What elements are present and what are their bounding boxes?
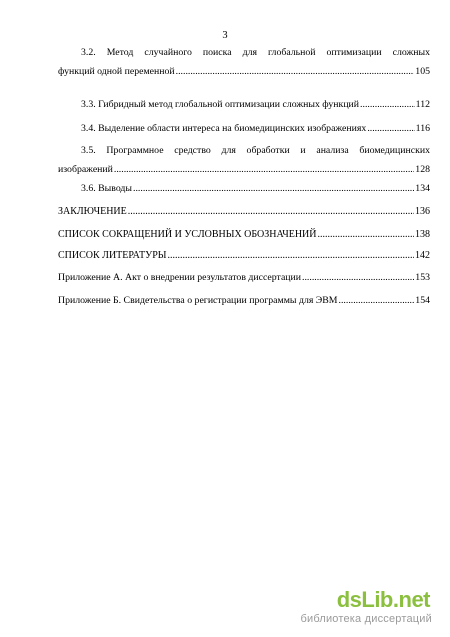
toc-word: глобальной <box>268 47 316 58</box>
toc-word: случайного <box>144 47 192 58</box>
toc-word: поиска <box>202 47 232 58</box>
watermark-brand-tld: net <box>398 587 430 612</box>
toc-leader-dots <box>367 121 414 137</box>
toc-page-number: 105 <box>415 66 430 77</box>
toc-page-number: 153 <box>415 272 430 283</box>
toc-page-number: 112 <box>415 99 430 110</box>
toc-entry-3-4[interactable] <box>58 121 430 137</box>
toc-entry-3-2-line2 <box>58 64 430 80</box>
toc-word: биомедицинских <box>359 145 430 156</box>
watermark-logo <box>337 587 430 613</box>
toc-leader-dots <box>128 204 414 220</box>
toc-entry-3-2[interactable] <box>58 45 430 80</box>
dslib-watermark <box>290 587 440 627</box>
watermark-brand-dot: . <box>392 587 399 612</box>
page-number: 3 <box>222 30 228 41</box>
toc-leader-dots <box>302 270 414 286</box>
toc-entry-3-5-line1 <box>58 143 430 159</box>
toc-leader-dots <box>176 64 415 80</box>
toc-word: 3.5. <box>81 145 96 156</box>
toc-entry-title: 3.3. Гибридный метод глобальной оптимизации сложных функций <box>81 99 360 110</box>
toc-page-number: 138 <box>415 229 430 240</box>
toc-leader-dots <box>133 181 414 197</box>
toc-entry-title: СПИСОК СОКРАЩЕНИЙ И УСЛОВНЫХ ОБОЗНАЧЕНИЙ <box>58 229 317 240</box>
toc-word: 3.2. <box>81 47 96 58</box>
toc-leader-dots <box>339 293 415 309</box>
toc-entry-abbreviations[interactable] <box>58 227 430 243</box>
toc-entry-title: ЗАКЛЮЧЕНИЕ <box>58 206 127 217</box>
toc-entry-title: Приложение Б. Свидетельства о регистрации программы для ЭВМ <box>58 295 338 306</box>
toc-leader-dots <box>360 97 415 113</box>
toc-word: анализа <box>316 145 349 156</box>
toc-entry-title: Приложение А. Акт о внедрении результатов диссертации <box>58 272 302 283</box>
toc-word: Метод <box>106 47 134 58</box>
toc-entry-title: СПИСОК ЛИТЕРАТУРЫ <box>58 250 167 261</box>
toc-word: средство <box>174 145 211 156</box>
toc-entry-title: функций одной переменной <box>58 66 175 77</box>
toc-leader-dots <box>168 248 415 264</box>
toc-entry-3-6[interactable] <box>58 181 430 197</box>
toc-word: сложных <box>392 47 430 58</box>
toc-entry-3-5-line2 <box>58 162 430 178</box>
toc-page-number: 142 <box>415 250 430 261</box>
toc-page-number: 116 <box>415 123 430 134</box>
watermark-subtitle: библиотека диссертаций <box>300 613 432 625</box>
watermark-brand: dsLib <box>336 587 393 612</box>
toc-entry-title: 3.6. Выводы <box>81 183 133 194</box>
toc-word: для <box>221 145 236 156</box>
toc-entry-appendix-b[interactable] <box>58 293 430 309</box>
toc-entry-appendix-a[interactable] <box>58 270 430 286</box>
toc-entry-conclusion[interactable] <box>58 204 430 220</box>
toc-word: Программное <box>106 145 164 156</box>
toc-word: и <box>300 145 306 156</box>
toc-word: обработки <box>246 145 290 156</box>
toc-entry-3-2-line1 <box>58 45 430 61</box>
toc-word: оптимизации <box>326 47 382 58</box>
toc-entry-references[interactable] <box>58 248 430 264</box>
toc-entry-3-5[interactable] <box>58 143 430 178</box>
toc-page-number: 136 <box>415 206 430 217</box>
toc-page-number: 154 <box>415 295 430 306</box>
toc-entry-3-3[interactable] <box>58 97 430 113</box>
toc-page-number: 128 <box>415 164 430 175</box>
toc-leader-dots <box>318 227 415 243</box>
toc-word: для <box>242 47 258 58</box>
toc-leader-dots <box>114 162 414 178</box>
toc-entry-title: 3.4. Выделение области интереса на биомедицинских изображениях <box>81 123 367 134</box>
toc-entry-title: изображений <box>58 164 113 175</box>
toc-page-number: 134 <box>415 183 430 194</box>
